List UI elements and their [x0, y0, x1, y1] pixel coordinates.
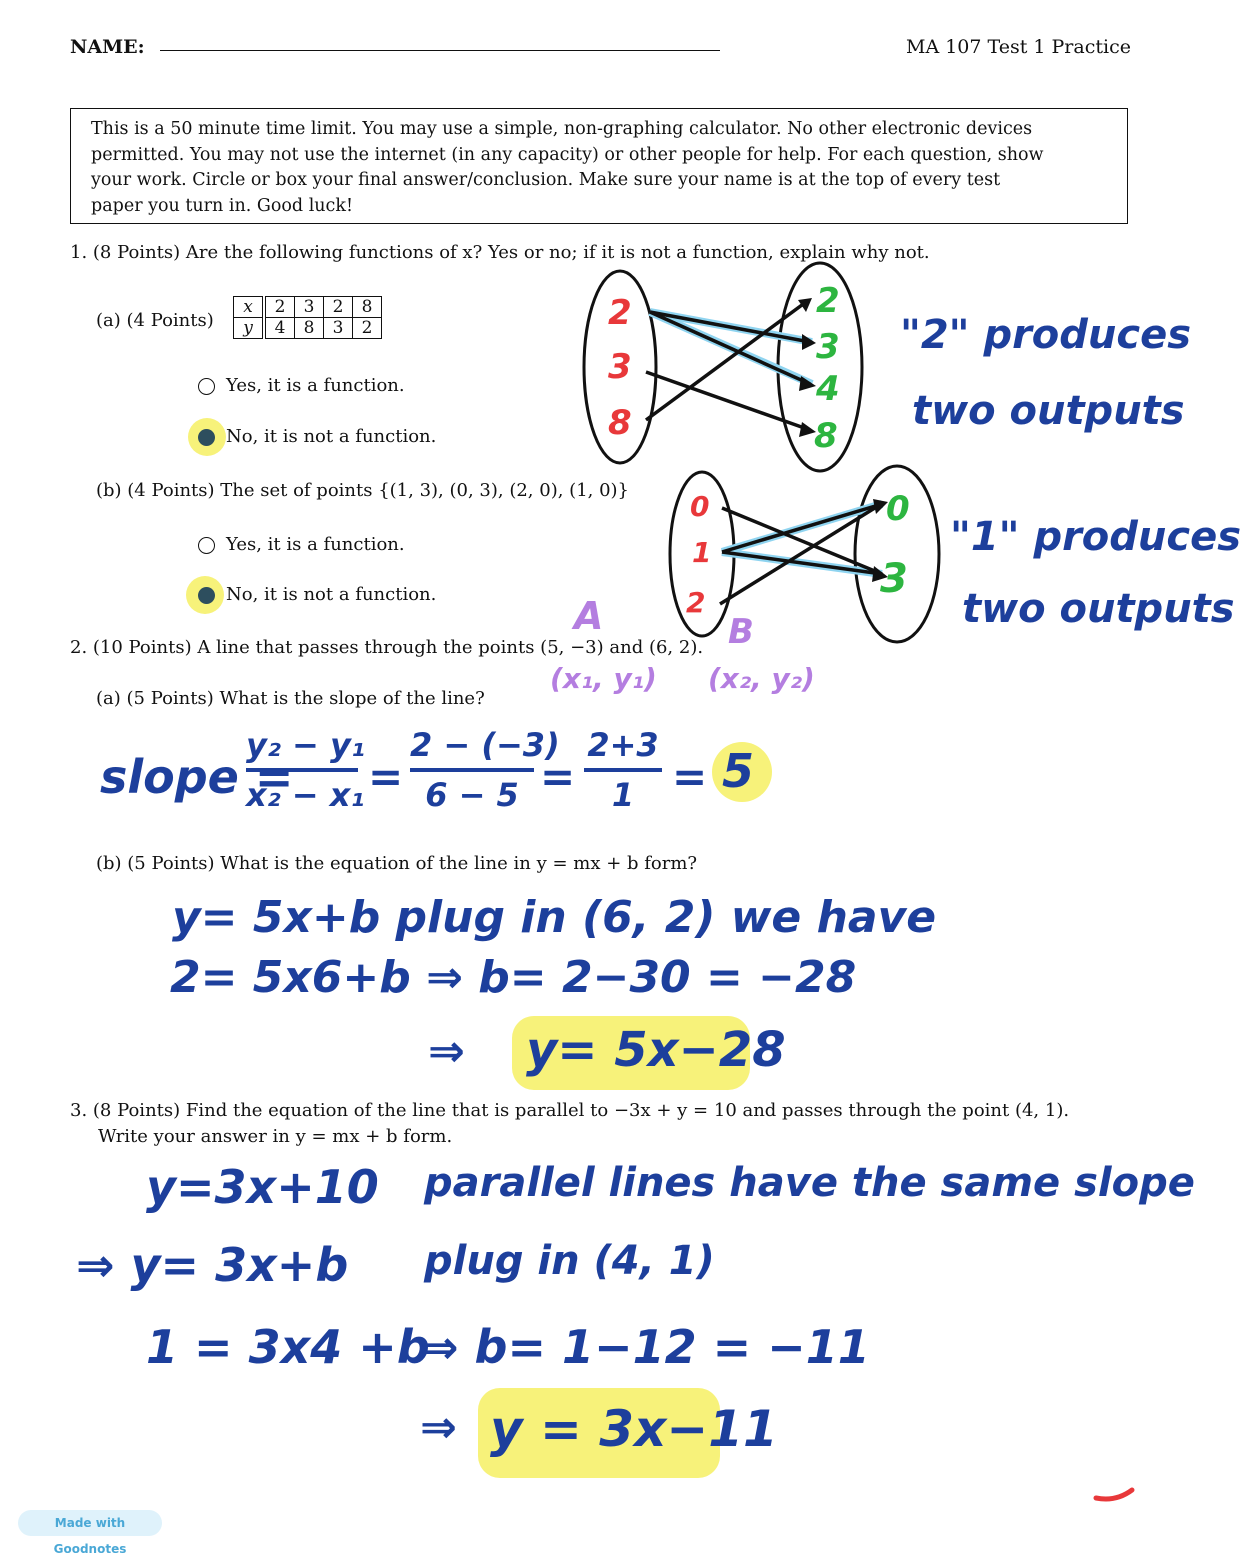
fraction-bar [410, 768, 534, 772]
input-value: 2 [686, 586, 706, 619]
instructions-line: your work. Circle or box your final answer/conclusion. Make sure your name is at the top of every test [91, 170, 1001, 190]
slope-fraction-1 [246, 724, 365, 816]
q1a-table [233, 296, 382, 339]
slope-lhs: slope = [100, 750, 294, 804]
table-cell: 8 [353, 297, 382, 318]
course-title: MA 107 Test 1 Practice [906, 36, 1131, 58]
mapping-diagram-2 [660, 466, 950, 652]
input-value: 2 [608, 293, 632, 333]
equals-sign: = [368, 752, 404, 801]
output-value: 0 [886, 489, 910, 529]
table-y-header: y [234, 318, 265, 339]
q1a-yes-label: Yes, it is a function. [226, 375, 405, 396]
q2a-prompt: (a) (5 Points) What is the slope of the line? [96, 688, 485, 709]
mapping-diagram-1 [570, 262, 890, 477]
mapping-arrows [646, 302, 810, 430]
fraction-numerator: 2 − (−3) [410, 726, 560, 764]
table-cell: 8 [295, 318, 324, 339]
q2b-work-line-2: 2= 5x6+b ⇒ b= 2−30 = −28 [170, 952, 857, 1003]
name-field[interactable] [160, 50, 720, 51]
note-1-line-2: two outputs [912, 388, 1185, 434]
output-value: 4 [816, 369, 840, 409]
name-label: NAME: [70, 36, 145, 58]
q2b-prompt: (b) (5 Points) What is the equation of the line in y = mx + b form? [96, 853, 698, 874]
instructions-line: paper you turn in. Good luck! [91, 195, 353, 216]
q3-work-1-left: y=3x+10 [146, 1160, 379, 1214]
output-value: 3 [816, 327, 840, 367]
q3-prompt-line-1: 3. (8 Points) Find the equation of the line that is parallel to −3x + y = 10 and passes through the point (4, 1). [70, 1100, 1070, 1121]
input-value: 1 [692, 536, 712, 569]
q1b-no-radio-selected[interactable] [198, 587, 215, 604]
slope-answer: 5 [722, 744, 755, 798]
implies-arrow: ⇒ [428, 1026, 465, 1077]
fraction-numerator: y₂ − y₁ [246, 726, 365, 764]
q1a-label: (a) (4 Points) [96, 310, 214, 331]
q2b-answer: y= 5x−28 [526, 1022, 786, 1078]
table-cell: 2 [353, 318, 382, 339]
fraction-bar [246, 768, 358, 772]
q2b-work-line-1: y= 5x+b plug in (6, 2) we have [172, 892, 937, 943]
q1b-label: (b) (4 Points) The set of points {(1, 3), (0, 3), (2, 0), (1, 0)} [96, 480, 630, 501]
q1a-no-label: No, it is not a function. [226, 426, 437, 447]
q3-answer: y = 3x−11 [490, 1400, 778, 1458]
q3-work-3-left: 1 = 3x4 +b [146, 1320, 430, 1374]
note-2-line-2: two outputs [962, 586, 1235, 632]
input-value: 8 [608, 403, 632, 443]
fraction-numerator: 2+3 [587, 726, 659, 764]
slope-fraction-2 [410, 724, 560, 816]
note-1-line-1: "2" produces [900, 312, 1192, 358]
point-a-label: A [574, 594, 604, 638]
q3-work-2-right: plug in (4, 1) [424, 1238, 715, 1284]
q2-prompt: 2. (10 Points) A line that passes through the points (5, −3) and (6, 2). [70, 637, 704, 658]
stray-ink-mark [1092, 1484, 1138, 1506]
q3-work-1-right: parallel lines have the same slope [424, 1160, 1195, 1206]
q1b-yes-label: Yes, it is a function. [226, 534, 405, 555]
goodnotes-badge: Made with Goodnotes [18, 1510, 162, 1536]
point-a-coords: (x₁, y₁) [550, 662, 657, 695]
q1a-yes-radio[interactable] [198, 378, 215, 395]
fraction-denominator: x₂ − x₁ [246, 776, 365, 814]
table-cell: 2 [264, 297, 295, 318]
fraction-bar [584, 768, 662, 772]
fraction-denominator: 1 [611, 776, 635, 814]
q1b-no-label: No, it is not a function. [226, 584, 437, 605]
q1-prompt: 1. (8 Points) Are the following functions of x? Yes or no; if it is not a function, explain why not. [70, 242, 930, 263]
q3-work-3-right: ⇒ b= 1−12 = −11 [420, 1320, 870, 1374]
table-cell: 2 [324, 297, 353, 318]
point-b-label: B [728, 612, 754, 652]
q1a-no-radio-selected[interactable] [198, 429, 215, 446]
slope-fraction-3 [584, 724, 662, 816]
instructions-line: This is a 50 minute time limit. You may use a simple, non-graphing calculator. No other electronic devices [91, 119, 1033, 139]
output-value: 8 [814, 416, 838, 456]
point-b-coords: (x₂, y₂) [708, 662, 815, 695]
table-cell: 3 [295, 297, 324, 318]
table-cell: 4 [264, 318, 295, 339]
equals-sign: = [540, 752, 576, 801]
fraction-denominator: 6 − 5 [425, 776, 519, 814]
equals-sign: = [672, 752, 708, 801]
implies-arrow: ⇒ [420, 1402, 457, 1453]
table-cell: 3 [324, 318, 353, 339]
table-x-header: x [234, 297, 265, 318]
q3-work-2-left: ⇒ y= 3x+b [76, 1238, 349, 1292]
output-value: 2 [816, 281, 840, 321]
input-value: 0 [690, 490, 710, 523]
note-2-line-1: "1" produces [950, 514, 1241, 560]
q1b-yes-radio[interactable] [198, 537, 215, 554]
instructions-box [70, 108, 1128, 224]
output-value: 3 [880, 556, 908, 602]
q3-prompt-line-2: Write your answer in y = mx + b form. [98, 1126, 453, 1147]
input-value: 3 [608, 347, 632, 387]
instructions-line: permitted. You may not use the internet (in any capacity) or other people for help. For each question, show [91, 144, 1044, 165]
